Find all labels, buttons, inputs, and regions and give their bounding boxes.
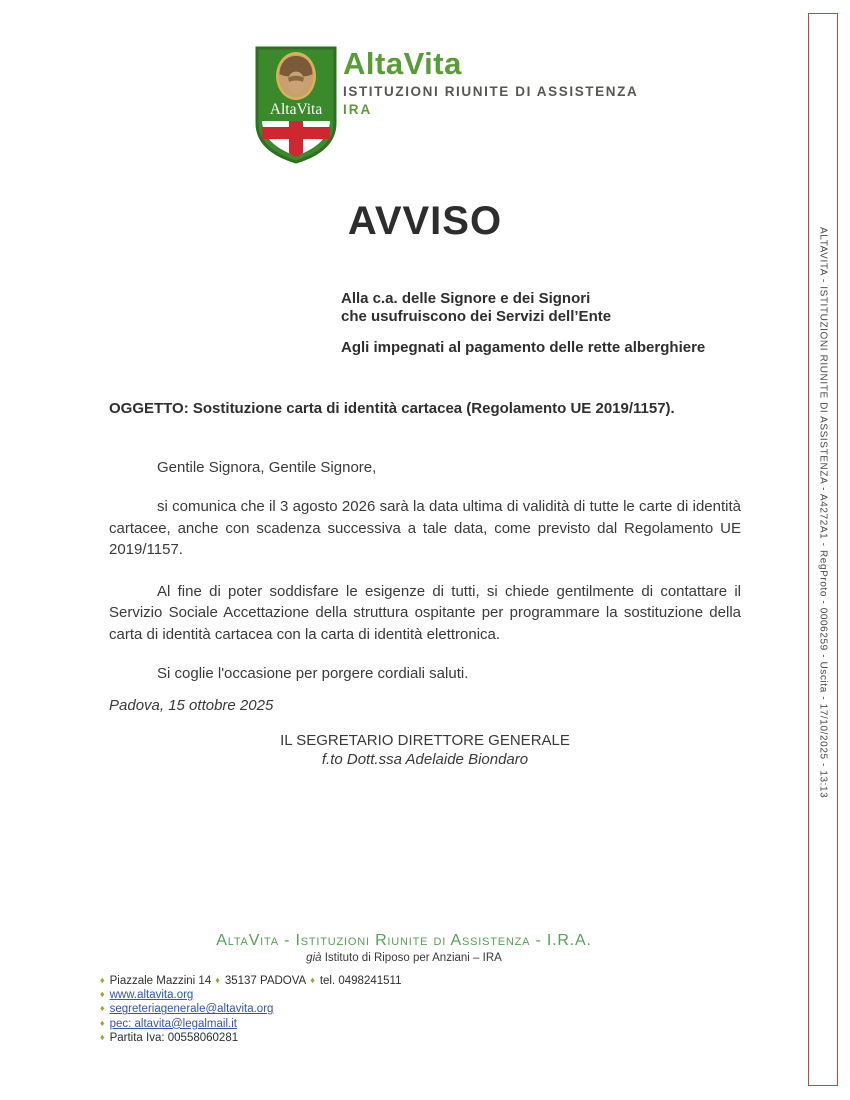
letter-footer — [0, 932, 808, 1045]
diamond-bullet-icon: ♦ — [310, 975, 315, 985]
footer-formerly-rest: Istituto di Riposo per Anziani – IRA — [324, 952, 502, 964]
footer-organization: AltaVita - Istituzioni Riunite di Assistenza - I.R.A. — [216, 932, 592, 949]
diamond-bullet-icon: ♦ — [100, 975, 105, 985]
diamond-bullet-icon: ♦ — [100, 1003, 105, 1014]
shield-icon — [253, 45, 339, 165]
diamond-bullet-icon: ♦ — [100, 1017, 105, 1028]
brand-subtitle: ISTITUZIONI RIUNITE DI ASSISTENZA — [343, 84, 639, 99]
address-line — [100, 974, 808, 988]
brand-block — [343, 47, 638, 117]
recipients-block — [341, 290, 741, 357]
shield-wordmark: AltaVita — [269, 101, 323, 118]
street-address: Piazzale Mazzini 14 — [109, 975, 212, 987]
altavita-shield-logo — [253, 45, 339, 165]
diamond-bullet-icon: ♦ — [100, 989, 105, 1000]
paragraph-1: si comunica che il 3 agosto 2026 sarà la data ultima di validità di tutte le carte di identità cartacee, anche con scadenza successiva a tale data, come previsto dal Regolamento UE 2019/1157. — [109, 498, 741, 558]
recipient-line-2: che usufruiscono dei Servizi dell’Ente — [341, 308, 612, 325]
signature-role: IL SEGRETARIO DIRETTORE GENERALE — [280, 732, 570, 749]
recipient-line-3: Agli impegnati al pagamento delle rette alberghiere — [341, 339, 706, 356]
diamond-bullet-icon: ♦ — [215, 975, 220, 985]
pec-line — [100, 1017, 808, 1031]
email-link[interactable]: segreteriagenerale@altavita.org — [109, 1003, 274, 1016]
vat-number: Partita Iva: 00558060281 — [109, 1031, 239, 1044]
footer-contacts — [100, 974, 808, 1045]
brand-acronym: IRA — [343, 102, 373, 117]
salutation: Gentile Signora, Gentile Signore, — [157, 459, 377, 476]
closing-line: Si coglie l'occasione per porgere cordiali saluti. — [157, 665, 469, 682]
phone-number: tel. 0498241511 — [319, 975, 402, 987]
notice-title: AVVISO — [347, 199, 503, 243]
footer-formerly-line — [0, 952, 808, 964]
place-date: Padova, 15 ottobre 2025 — [109, 697, 274, 714]
vat-line — [100, 1031, 808, 1045]
website-link[interactable]: www.altavita.org — [109, 989, 194, 1002]
footer-formerly-prefix: già — [306, 952, 322, 964]
recipient-line-1: Alla c.a. delle Signore e dei Signori — [341, 290, 591, 307]
brand-name: AltaVita — [343, 46, 462, 81]
paragraph-2: Al fine di poter soddisfare le esigenze di tutti, si chiede gentilmente di contattare il Servizio Sociale Accettazione della struttura ospitante per programmare la sostituzione della carta di identità cartacea con la carta di identità elettronica. — [109, 582, 741, 643]
subject-line: OGGETTO: Sostituzione carta di identità cartacea (Regolamento UE 2019/1157). — [109, 400, 675, 417]
email-line — [100, 1002, 808, 1016]
website-line — [100, 988, 808, 1002]
protocol-stamp-box — [808, 13, 838, 1086]
signature-name: f.to Dott.ssa Adelaide Biondaro — [321, 751, 529, 768]
pec-link[interactable]: pec: altavita@legalmail.it — [109, 1017, 237, 1030]
city-zip: 35137 PADOVA — [224, 975, 307, 987]
letter-content — [109, 196, 741, 769]
diamond-bullet-icon: ♦ — [100, 1031, 105, 1042]
signature-block — [109, 731, 741, 769]
protocol-stamp-text: ALTAVITA - ISTITUZIONI RIUNITE DI ASSISTENZA - A4272A1 - RegProto - 0006259 - Uscita - 17/10/2025 - 13:13 — [817, 227, 829, 799]
